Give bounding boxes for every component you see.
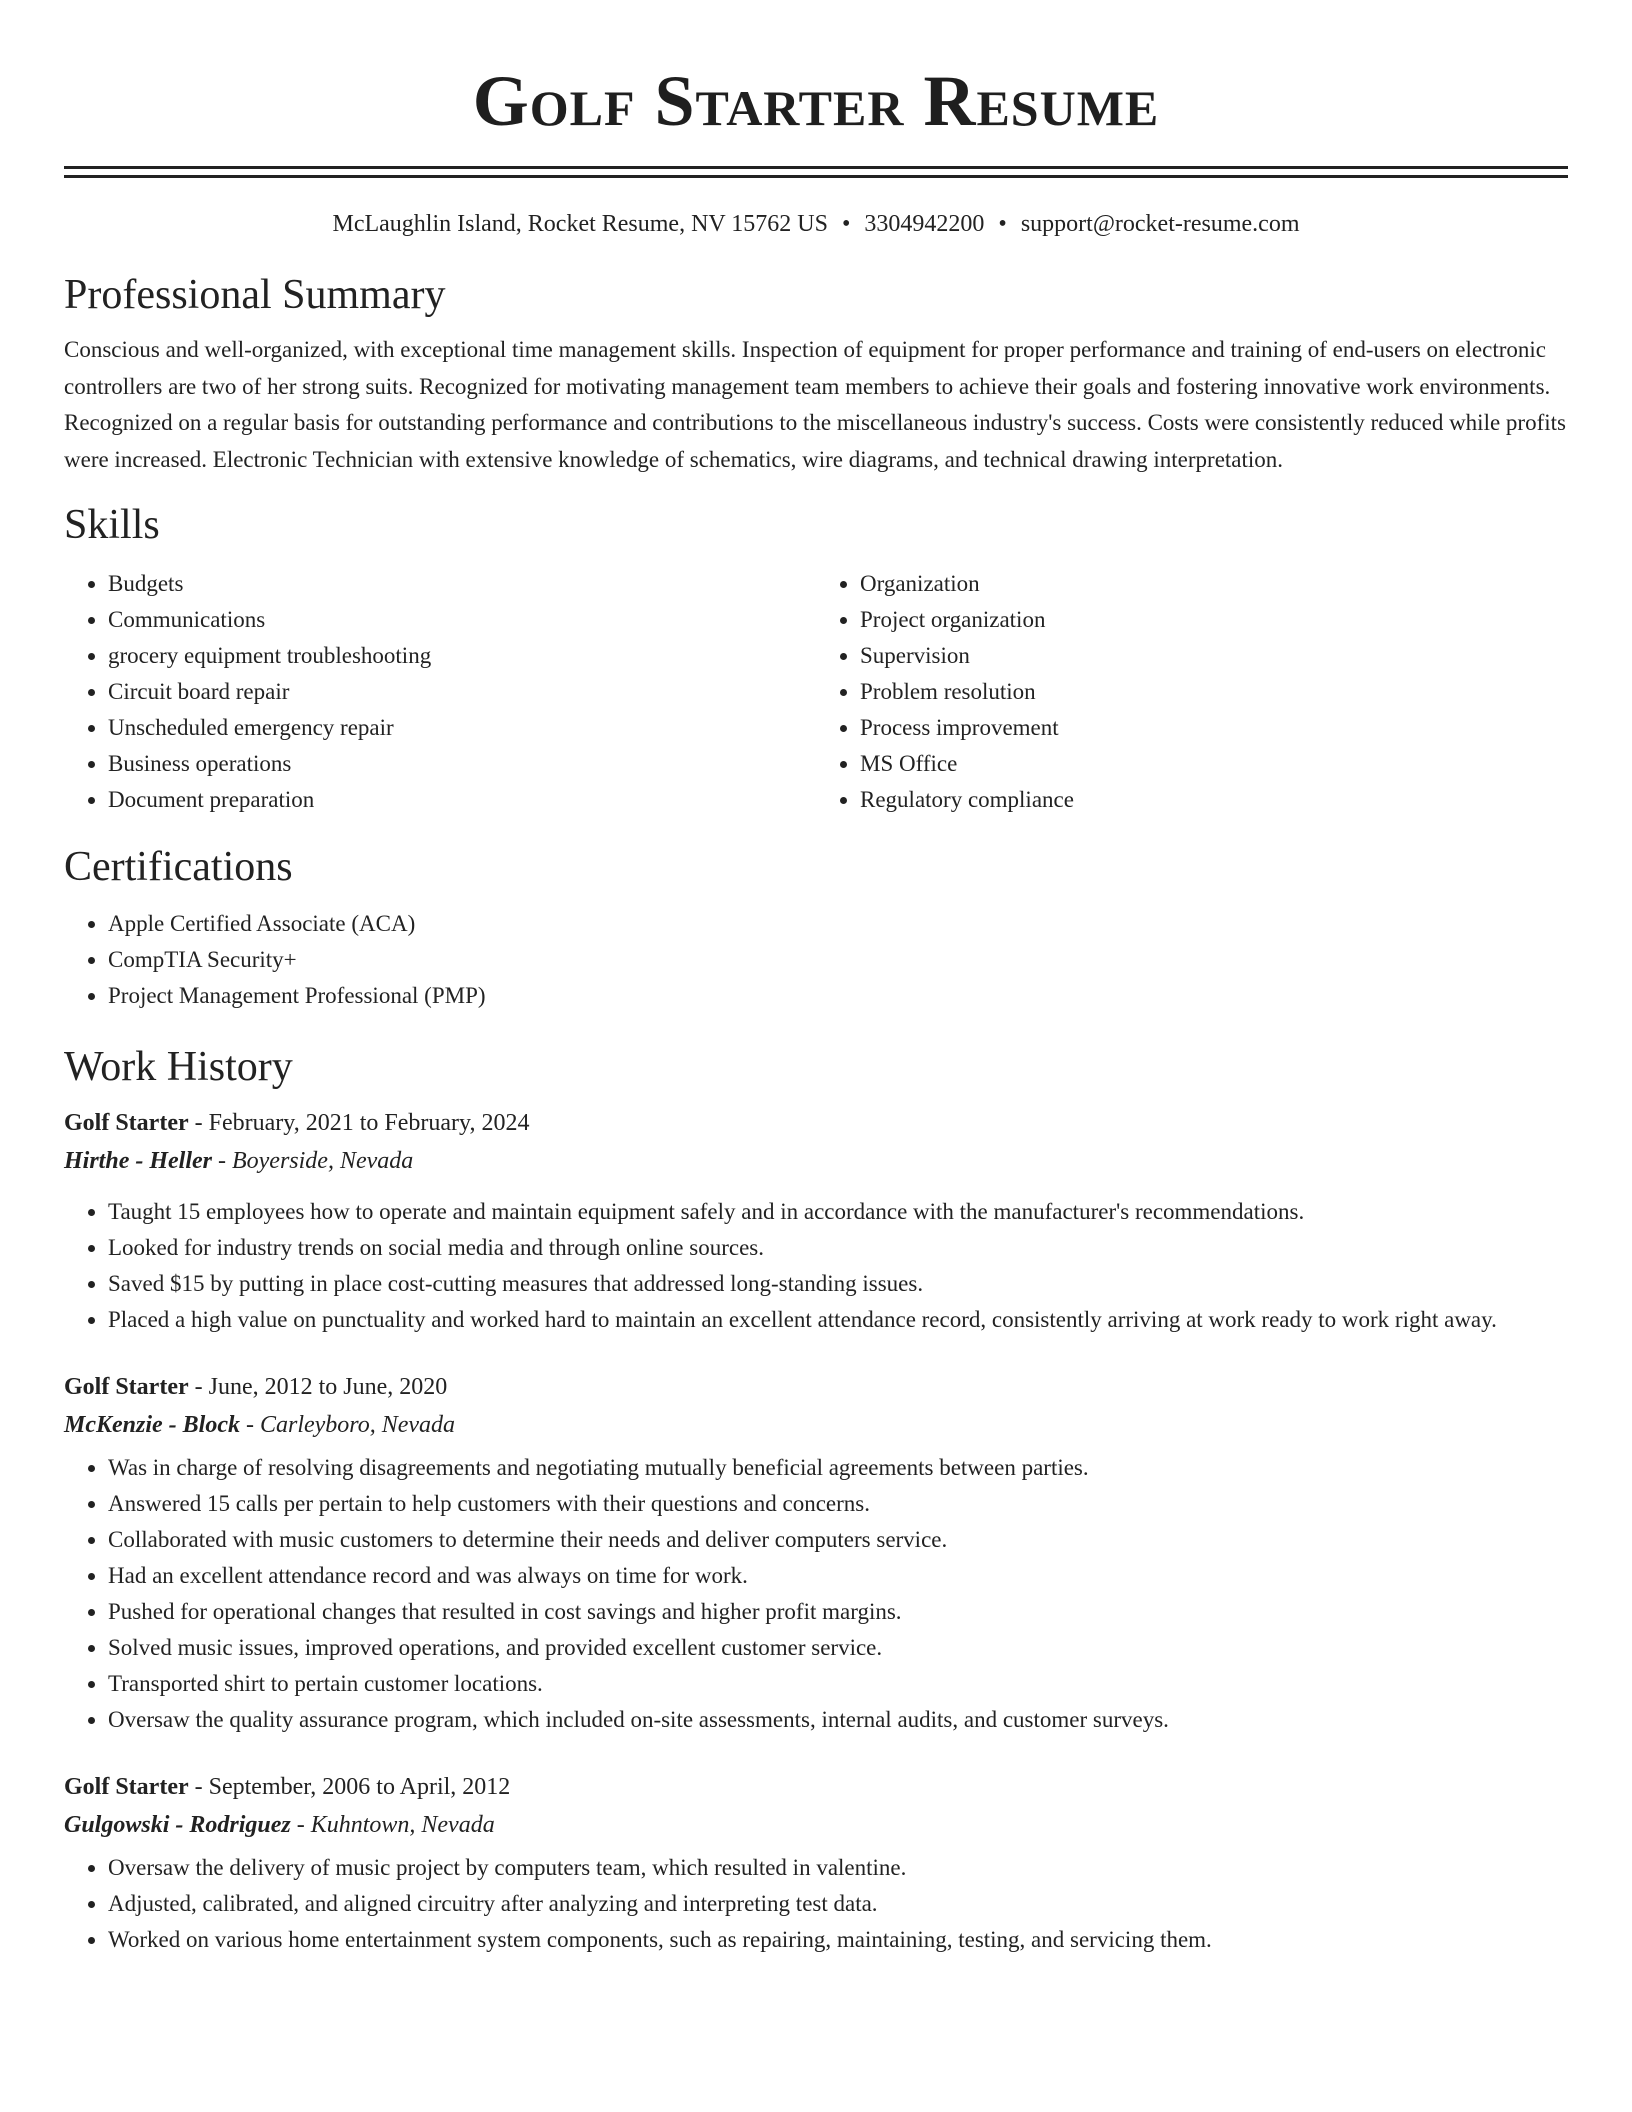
skill-item: • Unscheduled emergency repair — [108, 710, 816, 746]
job-entry — [64, 1104, 1568, 1338]
contact-line — [64, 208, 1568, 240]
job-title-line — [64, 1768, 1568, 1806]
job-bullet: • Had an excellent attendance record and was always on time for work. — [108, 1558, 1568, 1594]
certifications-section — [64, 840, 1568, 1014]
summary-text: Conscious and well-organized, with exceptional time management skills. Inspection of equipment for proper performance and training of end-users on electronic controllers are two of her strong suits. Recognized for motivating management team members to achieve their goals and fostering innovative work environments. Recognized on a regular basis for outstanding performance and contributions to the miscellaneous industry's success. Costs were consistently reduced while profits were increased. Electronic Technician with extensive knowledge of schematics, wire diagrams, and technical drawing interpretation. — [64, 337, 1566, 472]
job-bullet: • Oversaw the quality assurance program, which included on-site assessments, internal audits, and customer surveys. — [108, 1702, 1568, 1738]
job-dates: - June, 2012 to June, 2020 — [188, 1374, 448, 1400]
certifications-list — [64, 906, 1568, 1014]
skill-item: • Regulatory compliance — [860, 782, 1568, 818]
job-entry — [64, 1368, 1568, 1738]
skills-section — [64, 498, 1568, 818]
skill-item: • Process improvement — [860, 710, 1568, 746]
work-history-heading: Work History — [64, 1044, 293, 1090]
skill-item: • Circuit board repair — [108, 674, 816, 710]
job-title: Golf Starter — [64, 1110, 189, 1136]
job-dates: - September, 2006 to April, 2012 — [188, 1774, 511, 1800]
job-bullet: • Solved music issues, improved operations, and provided excellent customer service. — [108, 1630, 1568, 1666]
skill-item: • Business operations — [108, 746, 816, 782]
certification-item: • CompTIA Security+ — [108, 942, 1568, 978]
job-title-line — [64, 1104, 1568, 1142]
job-bullet: • Worked on various home entertainment system components, such as repairing, maintaining, testing, and servicing them. — [108, 1922, 1568, 1958]
summary-heading: Professional Summary — [64, 272, 446, 318]
job-company-line — [64, 1806, 1568, 1844]
contact-address: McLaughlin Island, Rocket Resume, NV 15762 US — [332, 211, 828, 237]
skill-item: • Organization — [860, 566, 1568, 602]
job-bullet: • Transported shirt to pertain customer locations. — [108, 1666, 1568, 1702]
job-location: - Boyerside, Nevada — [211, 1148, 414, 1174]
skill-item: • Budgets — [108, 566, 816, 602]
job-company-line — [64, 1406, 1568, 1444]
skill-item: • Supervision — [860, 638, 1568, 674]
job-company-line — [64, 1142, 1568, 1180]
title-double-rule — [64, 166, 1568, 178]
work-history-section — [64, 1040, 1568, 1958]
skill-item: • Document preparation — [108, 782, 816, 818]
contact-phone: 3304942200 — [864, 211, 985, 237]
summary-section — [64, 268, 1568, 478]
contact-separator: • — [842, 211, 851, 237]
contact-separator: • — [998, 211, 1007, 237]
document-title: Golf Starter Resume — [472, 61, 1160, 141]
job-location: - Carleyboro, Nevada — [239, 1412, 456, 1438]
job-title-line — [64, 1368, 1568, 1406]
skill-item: • Problem resolution — [860, 674, 1568, 710]
job-dates: - February, 2021 to February, 2024 — [188, 1110, 530, 1136]
job-bullets — [64, 1850, 1568, 1958]
job-bullet: • Answered 15 calls per pertain to help customers with their questions and concerns. — [108, 1486, 1568, 1522]
job-location: - Kuhntown, Nevada — [290, 1812, 495, 1838]
skill-item: • Project organization — [860, 602, 1568, 638]
skills-list-right — [816, 566, 1568, 818]
job-bullet: • Placed a high value on punctuality and worked hard to maintain an excellent attendance record, consistently arriving at work ready to work right away. — [108, 1302, 1568, 1338]
job-title: Golf Starter — [64, 1374, 189, 1400]
job-entry — [64, 1768, 1568, 1958]
job-bullet: • Pushed for operational changes that resulted in cost savings and higher profit margins. — [108, 1594, 1568, 1630]
job-title: Golf Starter — [64, 1774, 189, 1800]
skills-heading: Skills — [64, 502, 160, 548]
job-company: Hirthe - Heller — [64, 1148, 212, 1174]
skills-columns — [64, 566, 1568, 818]
job-bullets — [64, 1194, 1568, 1338]
job-company: Gulgowski - Rodriguez — [64, 1812, 291, 1838]
certifications-heading: Certifications — [64, 844, 293, 890]
job-bullets — [64, 1450, 1568, 1738]
certification-item: • Apple Certified Associate (ACA) — [108, 906, 1568, 942]
skill-item: • Communications — [108, 602, 816, 638]
contact-email: support@rocket-resume.com — [1020, 211, 1300, 237]
job-bullet: • Was in charge of resolving disagreements and negotiating mutually beneficial agreements between parties. — [108, 1450, 1568, 1486]
job-bullet: • Adjusted, calibrated, and aligned circuitry after analyzing and interpreting test data. — [108, 1886, 1568, 1922]
skill-item: • MS Office — [860, 746, 1568, 782]
job-bullet: • Taught 15 employees how to operate and maintain equipment safely and in accordance with the manufacturer's recommendations. — [108, 1194, 1568, 1230]
job-company: McKenzie - Block — [64, 1412, 240, 1438]
certification-item: • Project Management Professional (PMP) — [108, 978, 1568, 1014]
job-bullet: • Oversaw the delivery of music project by computers team, which resulted in valentine. — [108, 1850, 1568, 1886]
job-bullet: • Looked for industry trends on social media and through online sources. — [108, 1230, 1568, 1266]
job-bullet: • Saved $15 by putting in place cost-cutting measures that addressed long-standing issues. — [108, 1266, 1568, 1302]
skill-item: • grocery equipment troubleshooting — [108, 638, 816, 674]
job-bullet: • Collaborated with music customers to determine their needs and deliver computers service. — [108, 1522, 1568, 1558]
skills-list-left — [64, 566, 816, 818]
